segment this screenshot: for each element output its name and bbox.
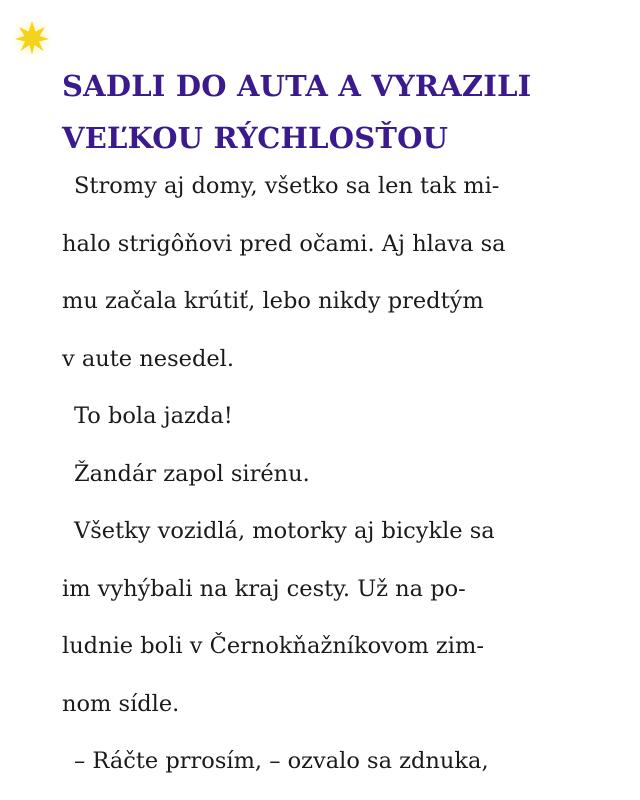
chapter-title-line-2: VEĽKOU RÝCHLOSŤOU: [62, 121, 449, 155]
text-line: Všetky vozidlá, motorky aj bicykle sa: [74, 518, 495, 544]
chapter-title: [62, 60, 531, 164]
text-line: im vyhýbali na kraj cesty. Už na po-: [62, 575, 466, 602]
text-line: – Ráčte prrosím, – ozvalo sa zdnuka,: [74, 748, 489, 774]
text-line: Stromy aj domy, všetko sa len tak mi-: [74, 173, 500, 199]
text-line: nom sídle.: [62, 690, 180, 717]
text-line: ludnie boli v Černokňažníkovom zim-: [62, 633, 484, 659]
star-icon: [10, 16, 54, 60]
text-line: halo strigôňovi pred očami. Aj hlava sa: [62, 230, 506, 257]
chapter-title-line-1: SADLI DO AUTA A VYRAZILI: [62, 69, 532, 103]
story-text: [62, 158, 582, 791]
text-line: mu začala krútiť, lebo nikdy predtým: [62, 288, 484, 314]
text-line: v aute nesedel.: [62, 345, 235, 372]
text-line: To bola jazda!: [74, 403, 233, 429]
text-line: Žandár zapol sirénu.: [74, 460, 310, 487]
